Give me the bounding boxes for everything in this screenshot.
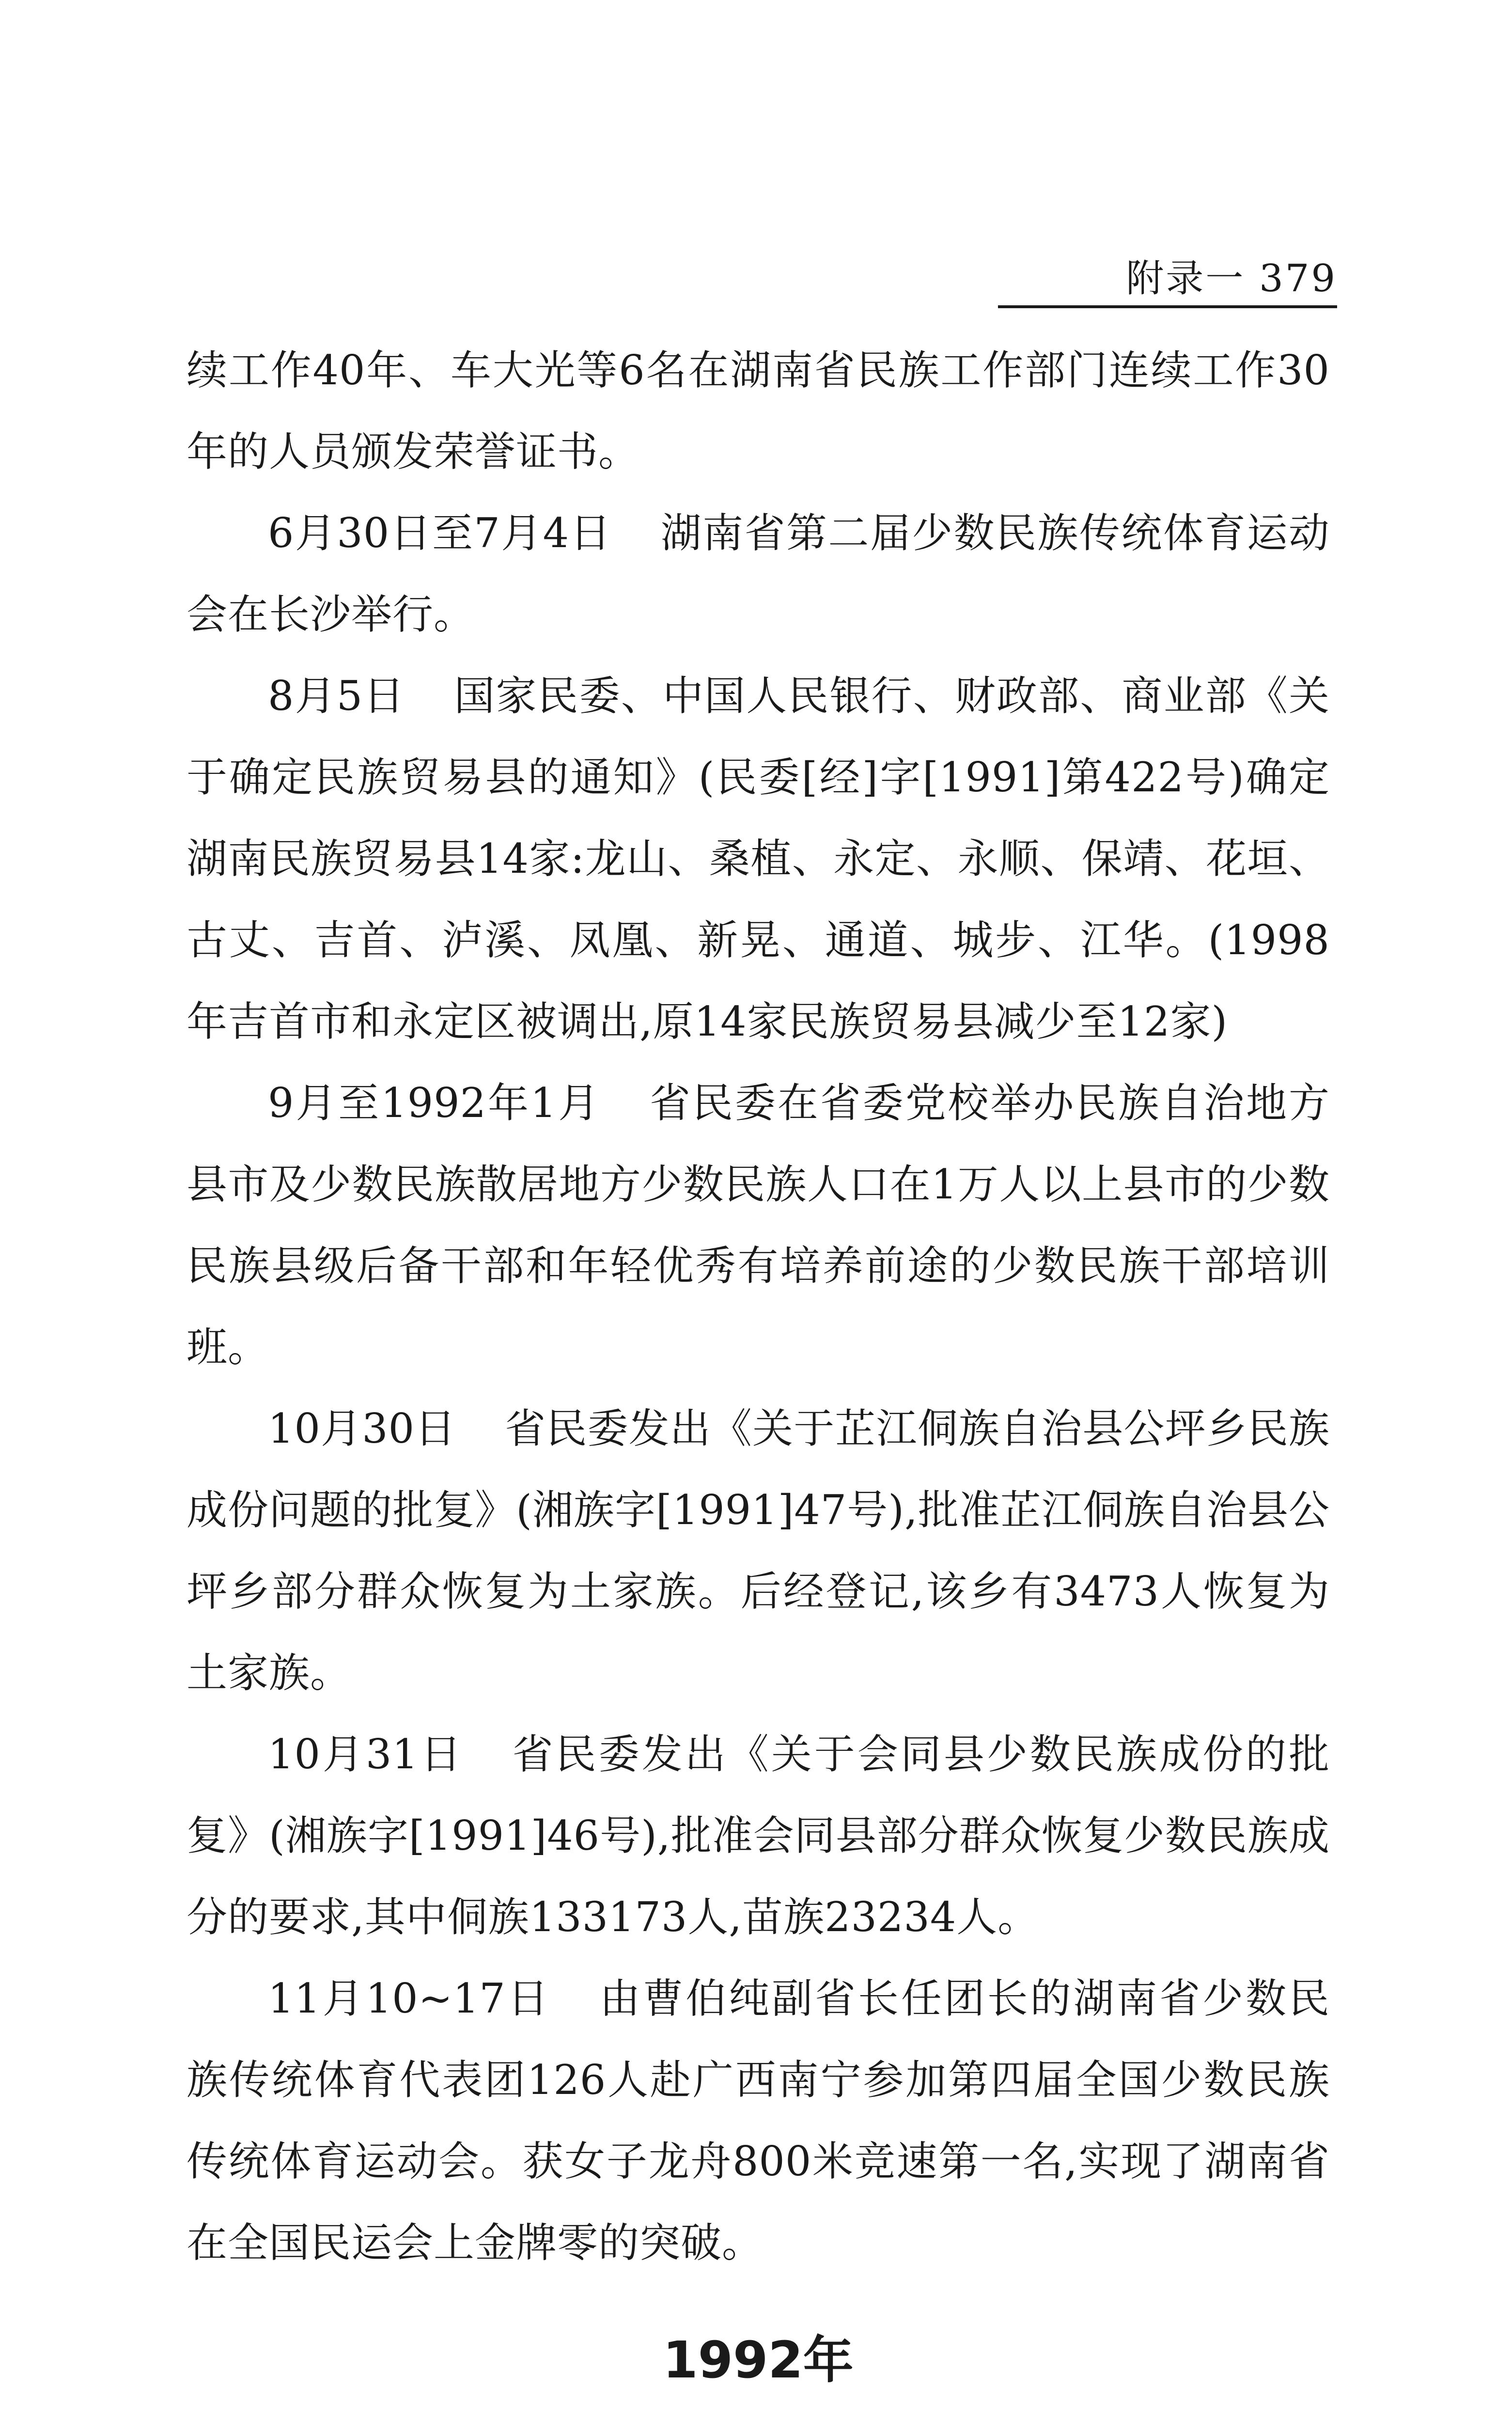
paragraph-text: 省民委发出《关于会同县少数民族成份的批复》(湘族字[1991]46号),批准会同县部分群众恢复少数民族成分的要求,其中侗族133173人,苗族23234人。 — [187, 1731, 1330, 1941]
paragraph-1991-2 — [187, 492, 1330, 655]
paragraph-1991-4 — [187, 1062, 1330, 1388]
paragraph-text: 续工作40年、车大光等6名在湖南省民族工作部门连续工作30年的人员颁发荣誉证书。 — [187, 346, 1330, 475]
page-body — [187, 330, 1330, 2423]
running-header — [998, 252, 1337, 310]
year-heading: 1992年 — [663, 2330, 854, 2390]
paragraph-1991-3 — [187, 655, 1330, 1062]
header-page-label: 附录一 379 — [1126, 257, 1337, 300]
entry-date: 8月5日 — [268, 672, 405, 720]
paragraph-1991-5 — [187, 1388, 1330, 1714]
entry-date: 10月31日 — [268, 1731, 464, 1778]
paragraph-text: 省民委发出《关于芷江侗族自治县公坪乡民族成份问题的批复》(湘族字[1991]47号),批准芷江侗族自治县公坪乡部分群众恢复为土家族。后经登记,该乡有3473人恢复为土家族。 — [187, 1405, 1330, 1697]
paragraph-text: 湖南省第二届少数民族传统体育运动会在长沙举行。 — [187, 509, 1330, 638]
paragraph-text: 省民委在省委党校举办民族自治地方县市及少数民族散居地方少数民族人口在1万人以上县市的少数民族县级后备干部和年轻优秀有培养前途的少数民族干部培训班。 — [187, 1079, 1330, 1371]
entry-date: 10月30日 — [268, 1405, 456, 1452]
entry-date: 11月10~17日 — [268, 1975, 551, 2022]
paragraph-text: 由曹伯纯副省长任团长的湖南省少数民族传统体育代表团126人赴广西南宁参加第四届全国少数民族传统体育运动会。获女子龙舟800米竞速第一名,实现了湖南省在全国民运会上金牌零的突破。 — [187, 1975, 1330, 2266]
entry-date: 6月30日至7月4日 — [268, 509, 612, 557]
entry-date: 9月至1992年1月 — [268, 1079, 601, 1127]
paragraph-1991-1 — [187, 330, 1330, 492]
header-rule — [998, 305, 1337, 308]
paragraph-1991-6 — [187, 1714, 1330, 1958]
paragraph-1991-7 — [187, 1958, 1330, 2283]
paragraph-text: 国家民委、中国人民银行、财政部、商业部《关于确定民族贸易县的通知》(民委[经]字[1991]第422号)确定湖南民族贸易县14家:龙山、桑植、永定、永顺、保靖、花垣、古丈、吉首、泸溪、凤凰、新晃、通道、城步、江华。(1998年吉首市和永定区被调出,原14家民族贸易县减少至12家) — [187, 672, 1330, 1045]
